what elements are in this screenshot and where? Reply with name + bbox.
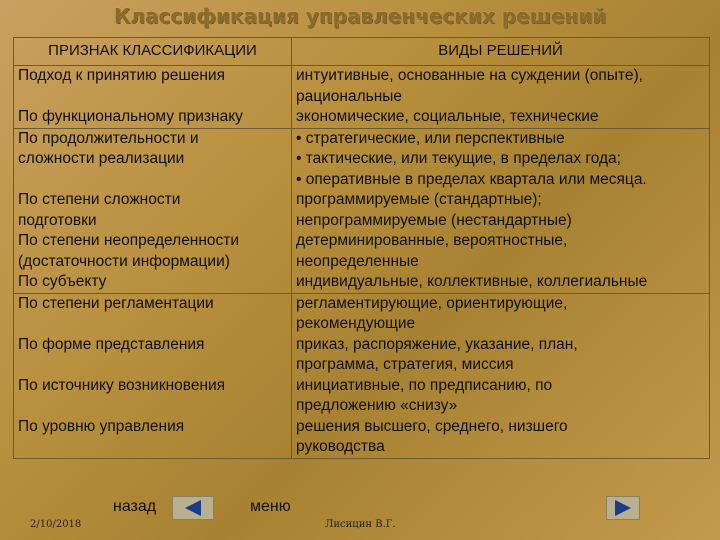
criterion-line <box>18 170 287 191</box>
criterion-line: По продолжительности и <box>18 129 199 147</box>
page-title: Классификация управленческих решений <box>113 4 607 28</box>
slide-date: 2/10/2018 <box>30 519 82 530</box>
criterion-line: По источнику возникновения <box>18 376 226 394</box>
decision-line: рекомендующие <box>296 315 416 332</box>
criterion-line: По степени сложности <box>18 191 181 208</box>
decision-line: рациональные <box>296 87 403 105</box>
decision-types-cell <box>292 128 710 293</box>
arrow-right-icon <box>607 497 639 519</box>
criterion-line: По степени регламентации <box>18 294 214 312</box>
table-header-row <box>14 38 710 66</box>
decision-line: экономические, социальные, технические <box>296 108 599 125</box>
criterion-line <box>18 87 287 108</box>
criterion-line: Подход к принятию решения <box>18 67 225 84</box>
table-row <box>14 66 710 129</box>
back-label[interactable]: назад <box>113 498 157 515</box>
decision-line: • тактические, или текущие, в пределах года; <box>296 150 621 167</box>
criterion-cell <box>14 293 292 458</box>
decision-line: программируемые (стандартные); <box>296 191 542 208</box>
decision-line: индивидуальные, коллективные, коллегиальные <box>296 273 648 290</box>
decision-types-cell <box>292 293 710 458</box>
forward-button[interactable] <box>606 496 640 520</box>
criterion-cell <box>14 128 292 293</box>
criterion-line: По субъекту <box>18 273 107 290</box>
header-criterion: ПРИЗНАК КЛАССИФИКАЦИИ <box>14 38 292 66</box>
classification-table <box>13 37 710 459</box>
decision-line: инициативные, по предписанию, по <box>296 376 553 394</box>
decision-line: руководства <box>296 438 385 455</box>
table-row <box>14 293 710 458</box>
criterion-line <box>18 396 287 417</box>
decision-line: решения высшего, среднего, низшего <box>296 417 568 435</box>
decision-line: • стратегические, или перспективные <box>296 129 565 147</box>
arrow-left-icon <box>173 497 213 519</box>
decision-line: • оперативные в пределах квартала или месяца. <box>296 170 647 188</box>
decision-line: непрограммируемые (нестандартные) <box>296 211 572 229</box>
criterion-line <box>18 355 287 376</box>
decision-line: приказ, распоряжение, указание, план, <box>296 335 578 353</box>
decision-types-cell <box>292 66 710 129</box>
criterion-line: По уровню управления <box>18 417 185 435</box>
criterion-line: По степени неопределенности <box>18 232 240 249</box>
decision-line: неопределенные <box>296 252 419 270</box>
criterion-line <box>18 314 287 335</box>
criterion-line: сложности реализации <box>18 150 185 167</box>
criterion-line: подготовки <box>18 211 97 229</box>
criterion-line: По форме представления <box>18 335 205 353</box>
decision-line: детерминированные, вероятностные, <box>296 232 568 249</box>
header-decision-types: ВИДЫ РЕШЕНИЙ <box>292 38 710 66</box>
decision-line: интуитивные, основанные на суждении (опыте), <box>296 67 643 84</box>
decision-line: предложению «снизу» <box>296 397 458 414</box>
criterion-line: По функциональному признаку <box>18 108 243 125</box>
decision-line: программа, стратегия, миссия <box>296 356 514 373</box>
decision-line: регламентирующие, ориентирующие, <box>296 294 568 312</box>
author-name: Лисицин В.Г. <box>325 519 396 530</box>
back-button[interactable] <box>172 496 214 520</box>
menu-button[interactable]: меню <box>250 498 291 515</box>
criterion-line: (достаточности информации) <box>18 252 230 270</box>
criterion-line <box>18 437 287 458</box>
criterion-cell <box>14 66 292 129</box>
table-row <box>14 128 710 293</box>
